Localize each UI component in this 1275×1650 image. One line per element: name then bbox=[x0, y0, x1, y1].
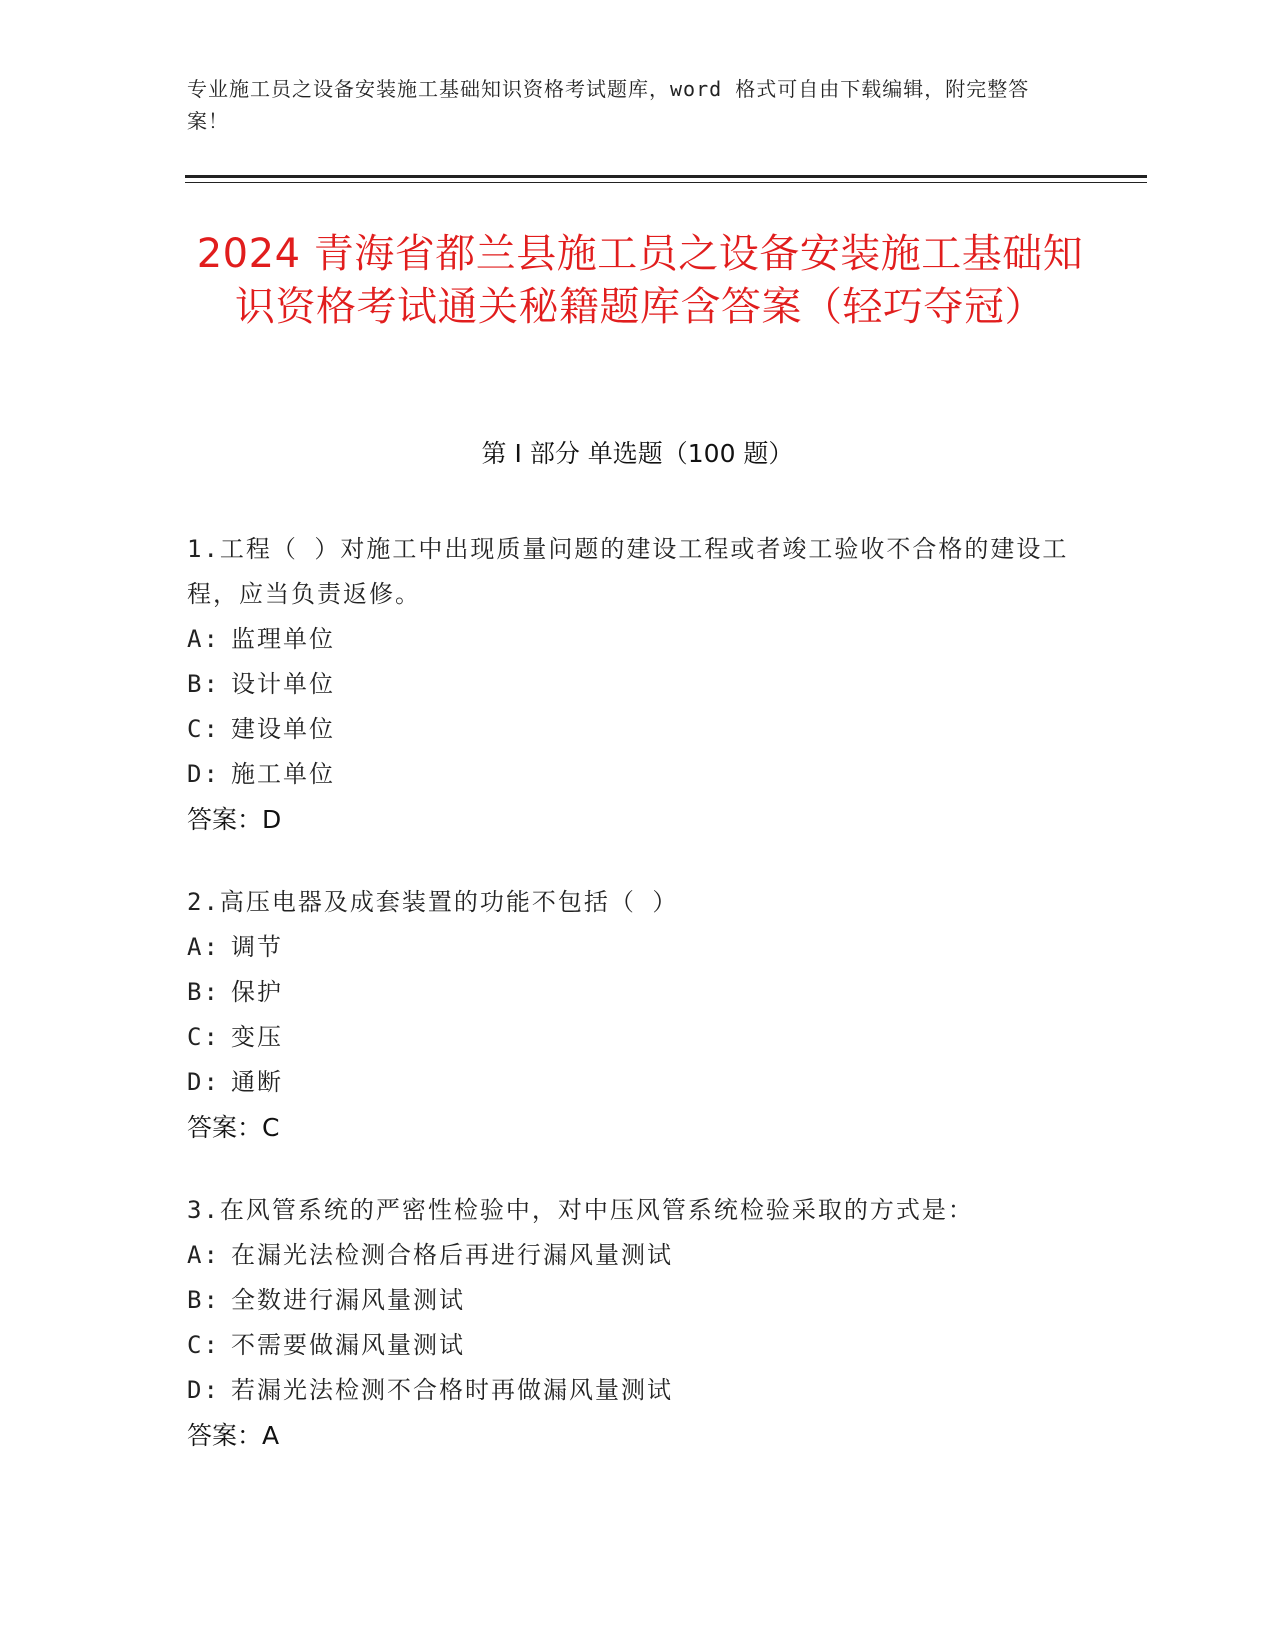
option-d bbox=[187, 752, 1087, 797]
option-key: B: bbox=[187, 978, 220, 1006]
question-1 bbox=[187, 527, 1087, 842]
header-note: 专业施工员之设备安装施工基础知识资格考试题库，word 格式可自由下载编辑，附完整答案！ bbox=[187, 77, 1030, 133]
question-2 bbox=[187, 880, 1087, 1150]
question-stem: 1.工程（ ）对施工中出现质量问题的建设工程或者竣工验收不合格的建设工程，应当负责返修。 bbox=[187, 535, 1069, 608]
answer-line: 答案：D bbox=[187, 805, 282, 834]
option-key: B: bbox=[187, 1286, 220, 1314]
option-key: C: bbox=[187, 1331, 220, 1359]
option-key: C: bbox=[187, 715, 220, 743]
option-text: 建设单位 bbox=[231, 715, 335, 743]
option-text: 若漏光法检测不合格时再做漏风量测试 bbox=[231, 1376, 673, 1404]
option-text: 变压 bbox=[231, 1023, 283, 1051]
option-text: 监理单位 bbox=[231, 625, 335, 653]
answer-line: 答案：A bbox=[187, 1421, 280, 1450]
option-c bbox=[187, 707, 1087, 752]
document-title: 2024 青海省都兰县施工员之设备安装施工基础知识资格考试通关秘籍题库含答案（轻巧夺冠） bbox=[196, 231, 1084, 330]
option-a bbox=[187, 1233, 1087, 1278]
option-text: 施工单位 bbox=[231, 760, 335, 788]
option-key: C: bbox=[187, 1023, 220, 1051]
option-b bbox=[187, 1278, 1087, 1323]
question-list bbox=[187, 527, 1087, 1496]
option-text: 设计单位 bbox=[231, 670, 335, 698]
option-key: A: bbox=[187, 933, 220, 961]
question-stem: 2.高压电器及成套装置的功能不包括（ ） bbox=[187, 888, 679, 916]
section-heading: 第 I 部分 单选题（100 题） bbox=[481, 439, 794, 468]
option-key: D: bbox=[187, 760, 220, 788]
option-text: 全数进行漏风量测试 bbox=[231, 1286, 465, 1314]
option-key: A: bbox=[187, 625, 220, 653]
option-d bbox=[187, 1368, 1087, 1413]
option-key: D: bbox=[187, 1376, 220, 1404]
option-a bbox=[187, 617, 1087, 662]
option-c bbox=[187, 1015, 1087, 1060]
option-b bbox=[187, 662, 1087, 707]
option-b bbox=[187, 970, 1087, 1015]
option-text: 调节 bbox=[231, 933, 283, 961]
answer-line: 答案：C bbox=[187, 1113, 280, 1142]
option-key: A: bbox=[187, 1241, 220, 1269]
option-c bbox=[187, 1323, 1087, 1368]
header-rule-thick bbox=[185, 175, 1147, 178]
option-text: 保护 bbox=[231, 978, 283, 1006]
option-text: 不需要做漏风量测试 bbox=[231, 1331, 465, 1359]
question-3 bbox=[187, 1188, 1087, 1458]
option-d bbox=[187, 1060, 1087, 1105]
option-key: B: bbox=[187, 670, 220, 698]
question-stem: 3.在风管系统的严密性检验中，对中压风管系统检验采取的方式是： bbox=[187, 1196, 974, 1224]
header-rule-thin bbox=[185, 182, 1147, 183]
option-text: 在漏光法检测合格后再进行漏风量测试 bbox=[231, 1241, 673, 1269]
option-key: D: bbox=[187, 1068, 220, 1096]
option-text: 通断 bbox=[231, 1068, 283, 1096]
option-a bbox=[187, 925, 1087, 970]
